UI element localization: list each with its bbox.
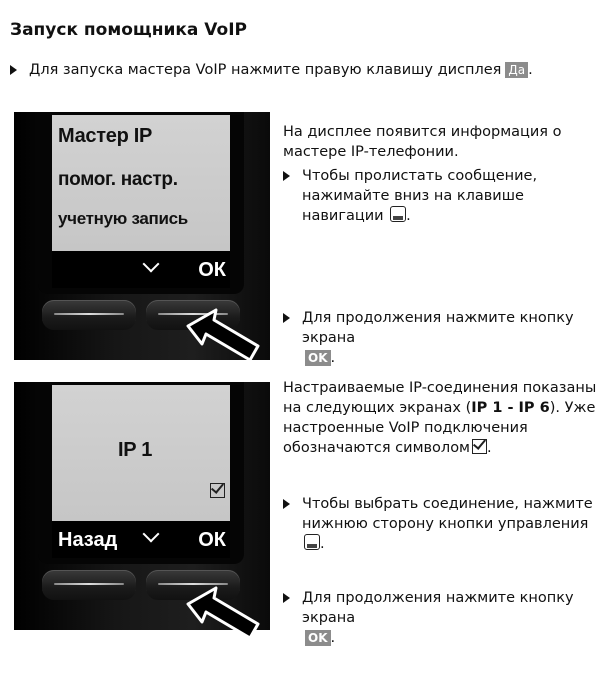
display-key-badge: Да xyxy=(505,62,528,78)
display-softkey-bar xyxy=(52,521,230,558)
phone-display xyxy=(52,385,230,521)
checkbox-checked-icon xyxy=(210,483,225,498)
display-line-2: помог. настр. xyxy=(58,169,178,190)
intro-text: Для запуска мастера VoIP нажмите правую клавишу дисплея xyxy=(29,62,502,78)
left-softkey-button[interactable] xyxy=(42,570,136,600)
block2-step-select: Чтобы выбрать соединение, нажмите нижнюю сторону кнопки управления . xyxy=(283,494,602,554)
navigation-key-icon xyxy=(390,206,406,222)
block2-description xyxy=(283,378,605,458)
step-text: Для продолжения нажмите кнопку экрана xyxy=(302,590,574,626)
desc-text: Настраиваемые IP-соединения показаны на следующих экранах ( xyxy=(283,380,597,416)
block2-step-continue: Для продолжения нажмите кнопку экрана OK . xyxy=(283,588,602,648)
intro-step xyxy=(10,62,533,78)
ok-key-badge: OK xyxy=(305,630,331,646)
block1-step-scroll: Чтобы пролистать сообщение, нажимайте вниз на клавише навигации . xyxy=(283,166,572,226)
page-title: Запуск помощника VoIP xyxy=(10,20,247,40)
bullet-icon xyxy=(283,593,290,603)
softkey-right-label: ОК xyxy=(198,259,226,281)
desc-text: ). Уже настроенные VoIP подключения обозначаются символом xyxy=(283,400,596,456)
step-text: Чтобы выбрать соединение, нажмите нижнюю сторону кнопки управления xyxy=(302,496,593,532)
block1-step-continue: Для продолжения нажмите кнопку экрана OK . xyxy=(283,308,602,368)
display-line-3: учетную запись xyxy=(58,209,188,228)
pointer-arrow-icon xyxy=(186,586,262,642)
phone-display xyxy=(52,115,230,251)
ok-key-badge: OK xyxy=(305,350,331,366)
left-softkey-button[interactable] xyxy=(42,300,136,330)
desc-end: . xyxy=(487,440,492,456)
display-line-connection: IP 1 xyxy=(118,439,153,461)
intro-end: . xyxy=(528,62,533,78)
display-line-1: Мастер IP xyxy=(58,125,153,147)
checkbox-checked-icon xyxy=(472,439,487,454)
chevron-down-icon xyxy=(143,256,160,273)
softkey-left-label: Назад xyxy=(58,529,118,551)
bullet-icon xyxy=(283,171,290,181)
display-softkey-bar xyxy=(52,251,230,288)
bullet-icon xyxy=(283,313,290,323)
step-text: Для продолжения нажмите кнопку экрана xyxy=(302,310,574,346)
block1-description: На дисплее появится информация о мастере IP-телефонии. xyxy=(283,124,562,160)
chevron-down-icon xyxy=(143,526,160,543)
bullet-icon xyxy=(10,65,17,75)
softkey-right-label: ОК xyxy=(198,529,226,551)
navigation-key-icon xyxy=(304,534,320,550)
step-text: Чтобы пролистать сообщение, нажимайте вниз на клавише навигации xyxy=(302,168,538,224)
pointer-arrow-icon xyxy=(186,308,262,364)
bullet-icon xyxy=(283,499,290,509)
desc-bold: IP 1 - IP 6 xyxy=(471,400,550,416)
